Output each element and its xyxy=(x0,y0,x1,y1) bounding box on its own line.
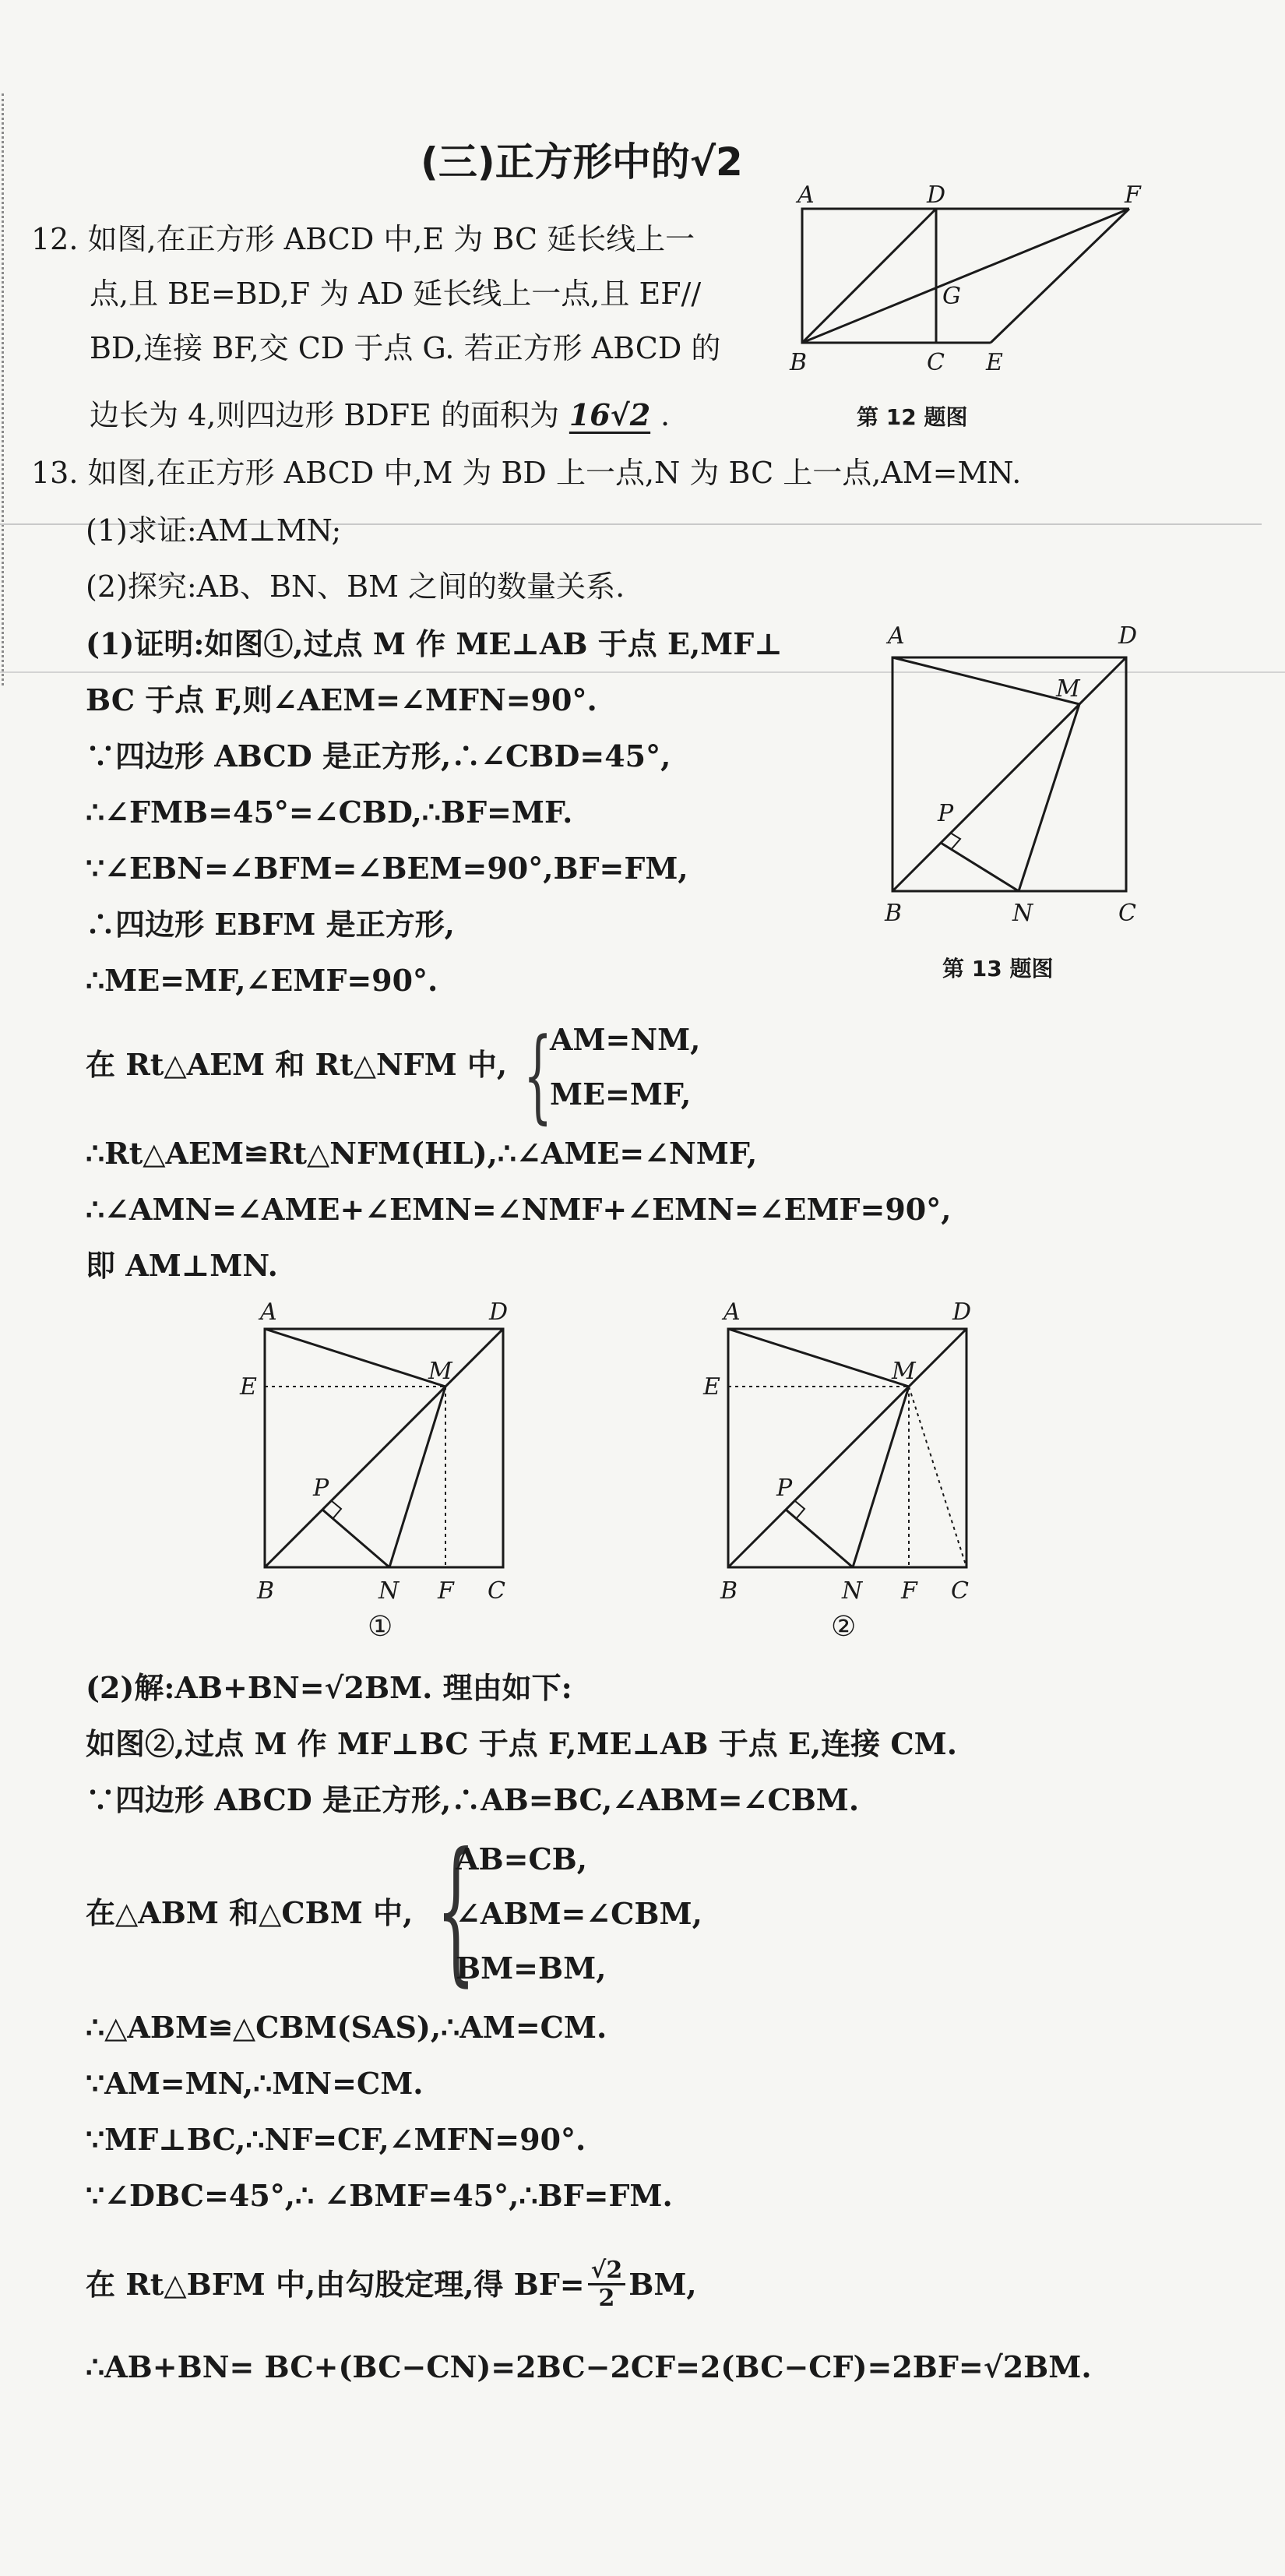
label-m: M xyxy=(428,1358,452,1385)
q13-line-2: (1)求证:AM⊥MN; xyxy=(86,513,342,548)
label-c: C xyxy=(951,1577,969,1605)
segment-bd xyxy=(728,1329,966,1567)
segment-am xyxy=(728,1329,909,1387)
sol1-line-1: (1)证明:如图①,过点 M 作 ME⊥AB 于点 E,MF⊥ xyxy=(86,626,783,661)
label-f: F xyxy=(438,1577,454,1605)
sol2-tail-1: ∴△ABM≌△CBM(SAS),∴AM=CM. xyxy=(86,2010,607,2045)
sol1-line-2: BC 于点 F,则∠AEM=∠MFN=90°. xyxy=(86,682,597,717)
sol1-case-1: AM=NM, xyxy=(550,1022,701,1057)
sol2-pythag-suffix: BM, xyxy=(628,2267,697,2302)
fraction-numerator: √2 xyxy=(588,2257,626,2285)
q13-line-1: 13. 如图,在正方形 ABCD 中,M 为 BD 上一点,N 为 BC 上一点,AM=MN. xyxy=(31,456,1022,490)
sol1-tail-1: ∴Rt△AEM≌Rt△NFM(HL),∴∠AME=∠NMF, xyxy=(86,1136,758,1171)
figure-13 xyxy=(864,615,1168,943)
sol1-line-7: ∴ME=MF,∠EMF=90°. xyxy=(86,963,438,998)
label-c: C xyxy=(488,1577,505,1605)
q12-line-4 xyxy=(90,397,671,432)
q12-line-4-text: 边长为 4,则四边形 BDFE 的面积为 xyxy=(90,398,559,432)
sol1-line-5: ∵∠EBN=∠BFM=∠BEM=90°,BF=FM, xyxy=(86,851,688,886)
sol1-case-2: ME=MF, xyxy=(550,1077,692,1112)
sol1-tail-3: 即 AM⊥MN. xyxy=(86,1248,278,1283)
label-c: C xyxy=(927,349,945,376)
sol2-line-1: (2)解:AB+BN=√2BM. 理由如下: xyxy=(86,1670,572,1705)
sol2-tail-4: ∵∠DBC=45°,∴ ∠BMF=45°,∴BF=FM. xyxy=(86,2178,673,2213)
figure-2-caption: ② xyxy=(831,1611,857,1643)
segment-pn xyxy=(941,843,1019,891)
fraction xyxy=(588,2257,626,2311)
sol1-line-6: ∴四边形 EBFM 是正方形, xyxy=(86,907,455,942)
label-p: P xyxy=(938,800,954,827)
figure-1 xyxy=(234,1293,545,1644)
segment-am xyxy=(265,1329,445,1387)
q12-line-3: BD,连接 BF,交 CD 于点 G. 若正方形 ABCD 的 xyxy=(90,331,721,365)
segment-bf xyxy=(802,209,1129,343)
sol2-final: ∴AB+BN= BC+(BC−CN)=2BC−2CF=2(BC−CF)=2BF=√2BM. xyxy=(86,2349,1092,2384)
segment-mc-dashed xyxy=(909,1387,966,1567)
label-d: D xyxy=(1118,622,1138,650)
label-n: N xyxy=(378,1577,400,1605)
sol2-tail-2: ∵AM=MN,∴MN=CM. xyxy=(86,2066,424,2101)
section-title: (三)正方形中的√2 xyxy=(421,139,743,185)
right-angle-mark xyxy=(950,833,960,850)
label-m: M xyxy=(892,1358,916,1385)
label-b: B xyxy=(885,900,903,927)
label-a: A xyxy=(888,622,905,650)
page-edge-dots xyxy=(2,93,4,685)
q12-answer: 16√2 xyxy=(569,397,651,432)
figure-12-caption: 第 12 题图 xyxy=(857,404,968,430)
sol2-line-2: 如图②,过点 M 作 MF⊥BC 于点 F,ME⊥AB 于点 E,连接 CM. xyxy=(86,1726,957,1761)
sol1-case-prefix: 在 Rt△AEM 和 Rt△NFM 中, xyxy=(86,1047,508,1082)
sol2-tail-3: ∵MF⊥BC,∴NF=CF,∠MFN=90°. xyxy=(86,2122,586,2157)
label-c: C xyxy=(1118,900,1136,927)
label-n: N xyxy=(842,1577,863,1605)
sol2-pythag-prefix: 在 Rt△BFM 中,由勾股定理,得 BF= xyxy=(86,2267,585,2302)
label-d: D xyxy=(952,1299,972,1326)
label-e: E xyxy=(703,1373,720,1401)
segment-ef xyxy=(991,209,1129,343)
label-e: E xyxy=(240,1373,257,1401)
label-b: B xyxy=(257,1577,275,1605)
label-p: P xyxy=(776,1475,793,1502)
segment-bd xyxy=(892,657,1126,891)
segment-bd xyxy=(802,209,936,343)
label-b: B xyxy=(790,349,808,376)
q12-end: . xyxy=(660,398,671,432)
label-m: M xyxy=(1056,675,1080,703)
label-g: G xyxy=(942,283,961,310)
sol2-case-3: BM=BM, xyxy=(456,1951,607,1986)
segment-am xyxy=(892,657,1079,704)
segment-mn xyxy=(1019,704,1079,891)
label-d: D xyxy=(927,181,946,209)
label-a: A xyxy=(723,1299,741,1326)
sol2-line-3: ∵四边形 ABCD 是正方形,∴AB=BC,∠ABM=∠CBM. xyxy=(86,1782,860,1817)
sol1-line-4: ∴∠FMB=45°=∠CBD,∴BF=MF. xyxy=(86,795,573,830)
label-e: E xyxy=(986,349,1003,376)
label-a: A xyxy=(260,1299,277,1326)
sol2-case-prefix: 在△ABM 和△CBM 中, xyxy=(86,1895,414,1930)
brace: { xyxy=(523,1016,553,1134)
sol2-case-1: AB=CB, xyxy=(456,1841,588,1876)
label-f: F xyxy=(1125,181,1141,209)
q13-line-3: (2)探究:AB、BN、BM 之间的数量关系. xyxy=(86,569,625,604)
label-p: P xyxy=(313,1475,329,1502)
brace: { xyxy=(436,1820,476,2001)
sol2-case-2: ∠ABM=∠CBM, xyxy=(456,1896,702,1931)
figure-1-caption: ① xyxy=(368,1611,393,1643)
label-d: D xyxy=(489,1299,509,1326)
figure-12 xyxy=(779,179,1153,397)
right-angle-mark xyxy=(795,1501,804,1519)
right-angle-mark xyxy=(332,1501,341,1519)
label-b: B xyxy=(720,1577,738,1605)
sol1-line-3: ∵四边形 ABCD 是正方形,∴∠CBD=45°, xyxy=(86,738,671,774)
label-a: A xyxy=(797,181,815,209)
figure-13-caption: 第 13 题图 xyxy=(942,956,1054,981)
fraction-denominator: 2 xyxy=(598,2285,615,2312)
segment-bd xyxy=(265,1329,503,1567)
sol2-pythag-line xyxy=(86,2257,697,2314)
sol1-tail-2: ∴∠AMN=∠AME+∠EMN=∠NMF+∠EMN=∠EMF=90°, xyxy=(86,1192,952,1227)
q12-line-1: 12. 如图,在正方形 ABCD 中,E 为 BC 延长线上一 xyxy=(31,222,695,256)
figure-2 xyxy=(697,1293,1009,1644)
q12-line-2: 点,且 BE=BD,F 为 AD 延长线上一点,且 EF// xyxy=(90,277,702,311)
label-n: N xyxy=(1012,900,1033,927)
label-f: F xyxy=(901,1577,917,1605)
